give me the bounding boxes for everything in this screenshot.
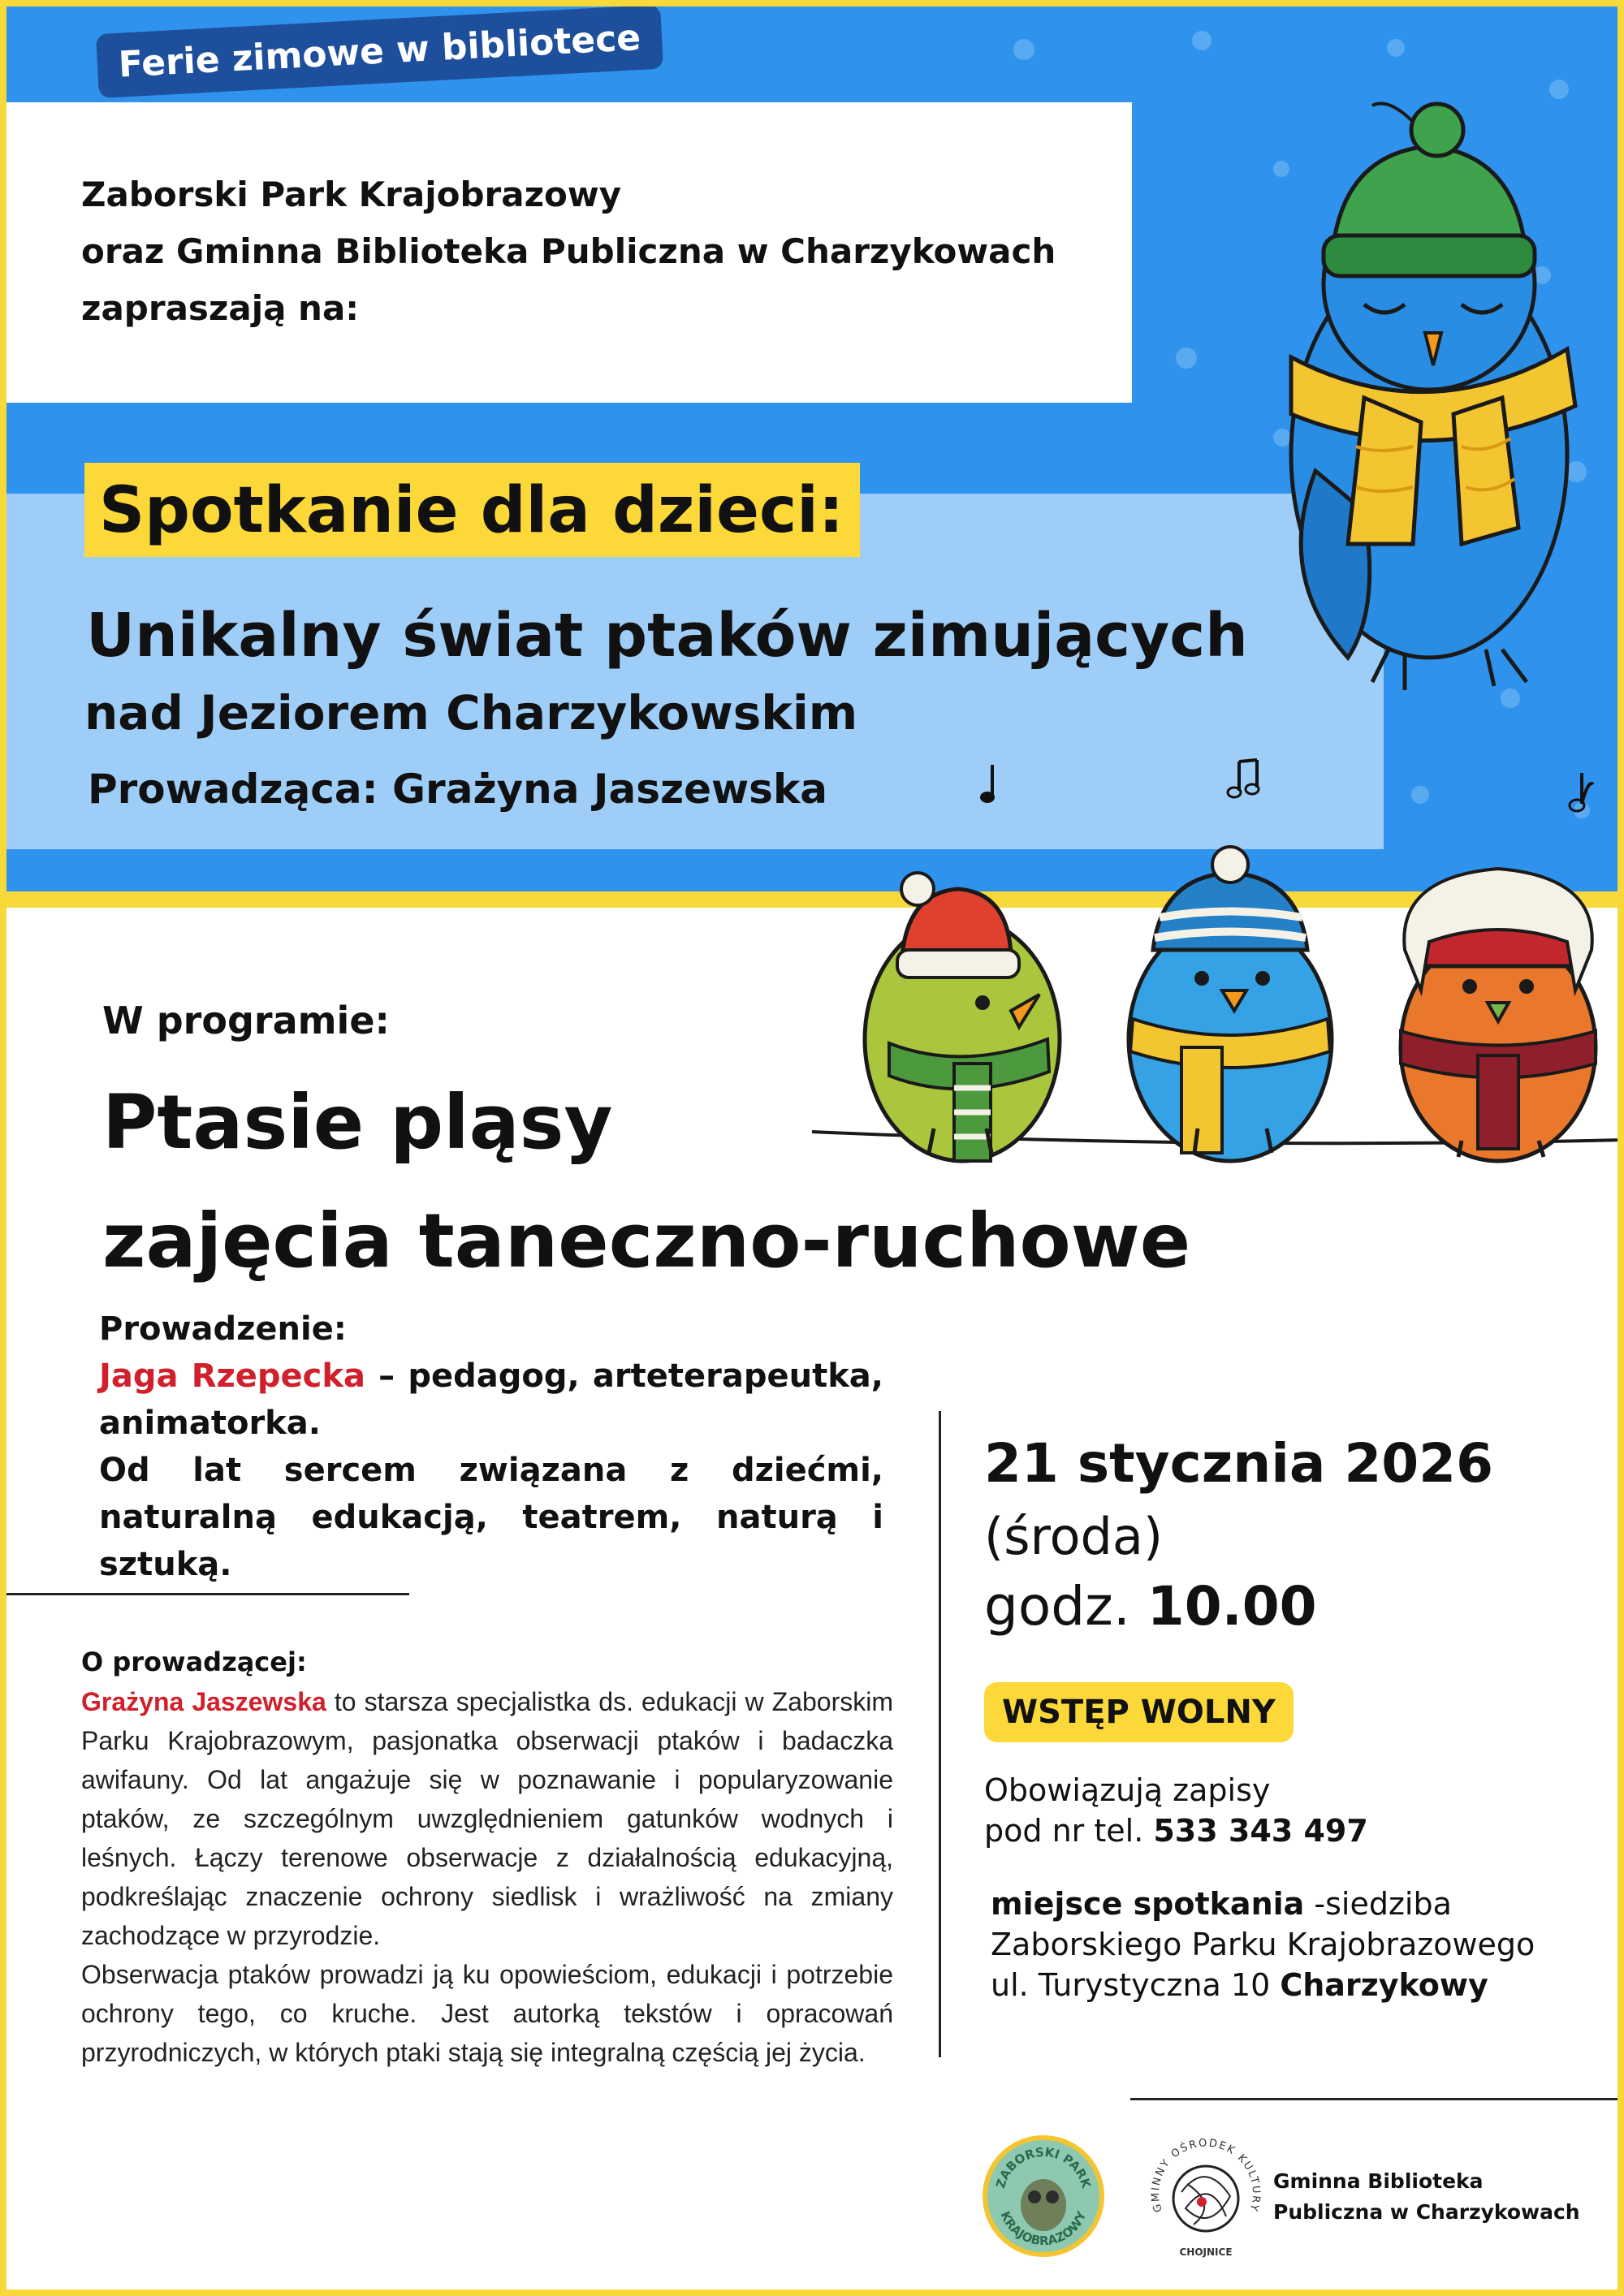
intro-line-2: oraz Gminna Biblioteka Publiczna w Charzykowach (81, 231, 1056, 271)
zpk-logo-top: ZABORSKI PARK (993, 2144, 1094, 2190)
music-note-icon (1564, 768, 1596, 817)
music-note-icon (1223, 755, 1272, 804)
signup-prefix: pod nr tel. (984, 1813, 1154, 1849)
zpk-logo (983, 2135, 1104, 2257)
about-text-1: to starsza specjalistka ds. edukacji w Zaborskim Parku Krajobrazowym, pasjonatka obserwacji ptaków i badaczka awifauny. Od lat angażuje się w poznawanie i popularyzowanie ptaków, ze szczególnym uwzględnieniem gatunków wodnych i leśnych. Łączy terenowe obserwacje z działalnością edukacyjną, podkreślając znaczenie ochrony siedlisk i wrażliwość na zmiany zachodzące w przyrodzie. (81, 1687, 894, 1950)
venue-text: -siedziba (1304, 1886, 1452, 1922)
divider-line (1130, 2098, 1618, 2100)
zpk-logo-bottom: KRAJOBRAZOWY (997, 2209, 1090, 2249)
phone-number: 533 343 497 (1153, 1813, 1368, 1849)
headline: Spotkanie dla dzieci: (84, 463, 860, 557)
time-value: 10.00 (1147, 1575, 1317, 1638)
venue-line-1 (991, 1884, 1535, 1924)
lead-description: Od lat sercem związana z dziećmi, naturalną edukacją, teatrem, naturą i sztuką. (99, 1452, 883, 1583)
event-host: Prowadząca: Grażyna Jaszewska (88, 766, 827, 813)
program-title-line-2: zajęcia taneczno-ruchowe (102, 1198, 1191, 1284)
venue-street: ul. Turystyczna 10 (991, 1967, 1281, 2003)
program-lead (99, 1306, 883, 1588)
program-title (102, 1064, 1190, 1301)
venue-info (991, 1884, 1535, 2005)
venue-label: miejsce spotkania (991, 1886, 1305, 1922)
bird-with-scarf-illustration (1242, 89, 1583, 706)
about-paragraph-1 (81, 1682, 893, 1955)
event-title: Unikalny świat ptaków zimujących (86, 601, 1248, 671)
venue-line-2: Zaborskiego Parku Krajobrazowego (991, 1927, 1535, 1962)
music-note-icon (974, 760, 1007, 809)
time-prefix: godz. (984, 1575, 1147, 1638)
event-series-tag: Ferie zimowe w bibliotece (96, 5, 663, 98)
gok-logo-city: CHOJNICE (1179, 2246, 1233, 2258)
gok-logo-ring: GMINNY OŚRODEK KULTURY (1149, 2137, 1263, 2214)
program-label: W programie: (102, 999, 390, 1042)
column-divider (939, 1411, 941, 2057)
venue-line-3 (991, 1965, 1535, 2005)
venue-city: Charzykowy (1280, 1967, 1488, 2003)
intro-line-1: Zaborski Park Krajobrazowy (81, 175, 622, 214)
partner-logos (983, 2127, 1616, 2273)
gok-logo (1137, 2127, 1275, 2265)
signup-info (984, 1770, 1368, 1851)
about-paragraph-2: Obserwacja ptaków prowadzi ją ku opowieściom, edukacji i potrzebie ochrony tego, co kruche. Jest autorką tekstów i opracowań przyrodniczych, w których ptaki stają się integralną częścią jej życia. (81, 1960, 893, 2067)
event-time (984, 1575, 1317, 1638)
about-label: O prowadzącej: (81, 1646, 307, 1677)
library-line-1: Gminna Biblioteka (1273, 2169, 1484, 2193)
lead-role: – pedagog, arteterapeutka, animatorka. (99, 1357, 883, 1442)
library-line-2: Publiczna w Charzykowach (1273, 2200, 1580, 2224)
organizers-intro (81, 166, 1056, 337)
signup-line-1: Obowiązują zapisy (984, 1772, 1271, 1808)
lead-bio (99, 1353, 883, 1447)
event-date: 21 stycznia 2026 (984, 1432, 1494, 1495)
signup-line-2 (984, 1810, 1368, 1851)
lead-label: Prowadzenie: (99, 1310, 347, 1348)
free-entry-badge: WSTĘP WOLNY (984, 1682, 1294, 1742)
owl-icon (987, 2140, 1099, 2252)
intro-line-3: zapraszają na: (81, 288, 360, 328)
divider-line (6, 1593, 409, 1595)
about-host (81, 1682, 893, 2072)
library-logo-text (1273, 2166, 1580, 2228)
about-name: Grażyna Jaszewska (81, 1687, 326, 1716)
lead-name: Jaga Rzepecka (99, 1357, 365, 1395)
event-subtitle: nad Jeziorem Charzykowskim (84, 685, 858, 740)
event-day: (środa) (984, 1507, 1164, 1566)
program-title-line-1: Ptasie pląsy (102, 1079, 613, 1166)
